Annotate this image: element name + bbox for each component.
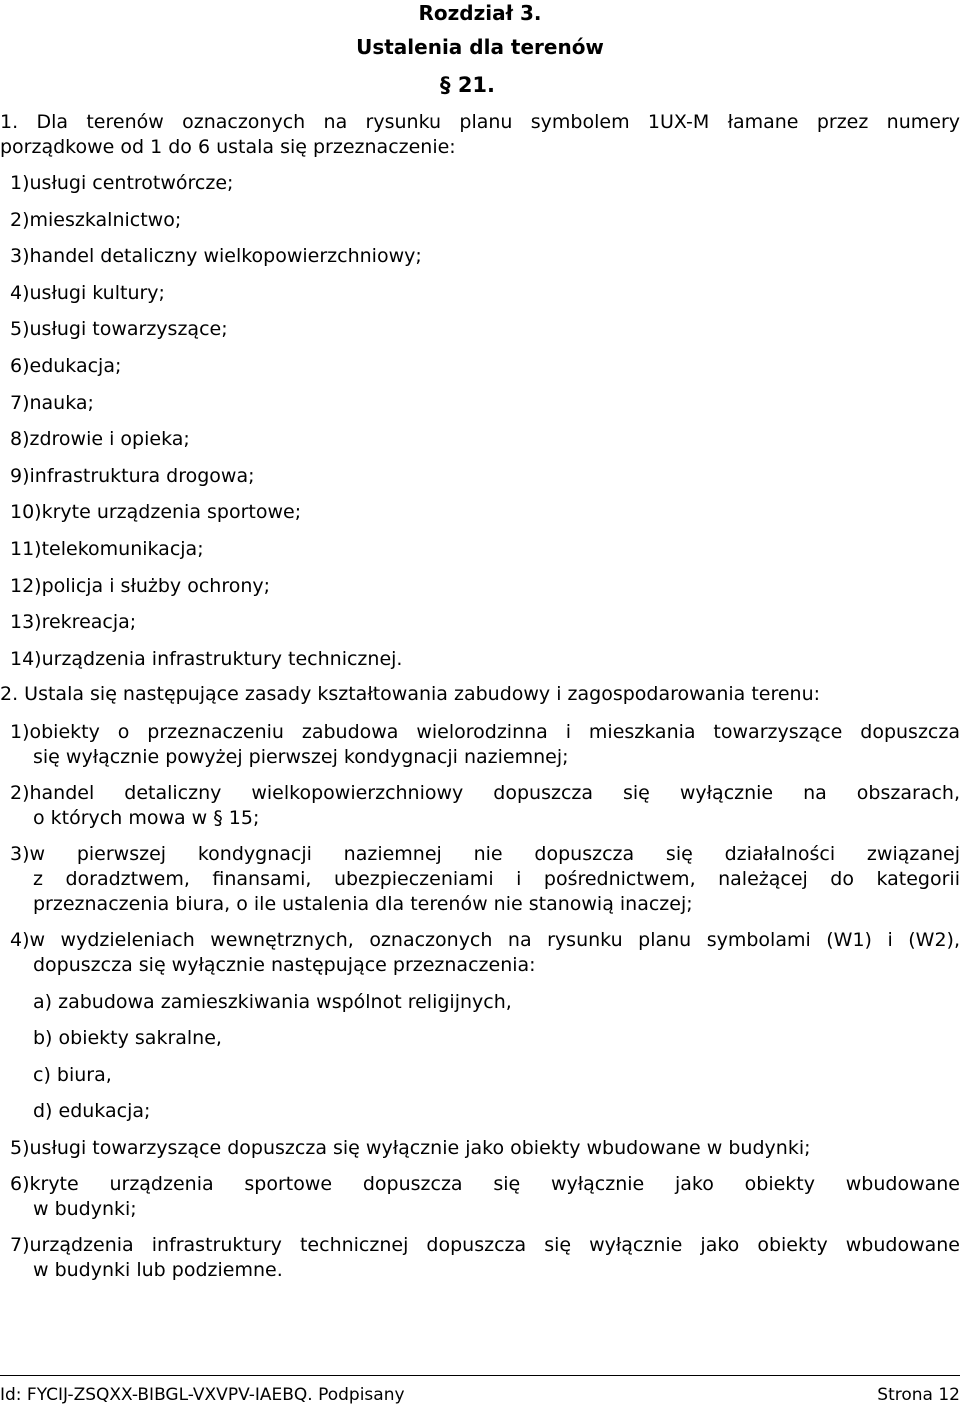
- rule-2-line1: 2)handel detaliczny wielkopowierzchniowy dopuszcza się wyłącznie na obszarach,: [10, 782, 960, 804]
- rule-3-line2: z doradztwem, finansami, ubezpieczeniami i pośrednictwem, należącej do kategorii: [33, 868, 960, 890]
- rule-4-sub-b: b) obiekty sakralne,: [33, 1027, 222, 1049]
- purpose-list-item: 14)urządzenia infrastruktury technicznej.: [10, 648, 403, 670]
- rule-4-line2: dopuszcza się wyłącznie następujące przeznaczenia:: [33, 954, 536, 976]
- chapter-heading: [350, 0, 610, 60]
- purpose-list-item: 3)handel detaliczny wielkopowierzchniowy;: [10, 245, 422, 267]
- rule-1-line2: się wyłącznie powyżej pierwszej kondygnacji naziemnej;: [33, 746, 569, 768]
- purpose-list-item: 6)edukacja;: [10, 355, 122, 377]
- purpose-list-item: 12)policja i służby ochrony;: [10, 575, 271, 597]
- rule-1-line1: 1)obiekty o przeznaczeniu zabudowa wielorodzinna i mieszkania towarzyszące dopuszcza: [10, 721, 960, 743]
- footer-rule: [0, 1375, 960, 1376]
- purpose-list-item: 5)usługi towarzyszące;: [10, 318, 228, 340]
- purpose-list-item: 8)zdrowie i opieka;: [10, 428, 190, 450]
- purpose-list-item: 13)rekreacja;: [10, 611, 137, 633]
- paragraph-number: [440, 73, 495, 97]
- chapter-number: Rozdział 3.: [418, 1, 542, 25]
- purpose-list-item: 7)nauka;: [10, 392, 94, 414]
- rule-6-line1: 6)kryte urządzenia sportowe dopuszcza się wyłącznie jako obiekty wbudowane: [10, 1173, 960, 1195]
- rule-7-line1: 7)urządzenia infrastruktury technicznej dopuszcza się wyłącznie jako obiekty wbudowane: [10, 1234, 960, 1256]
- purpose-list-item: 10)kryte urządzenia sportowe;: [10, 501, 302, 523]
- section2-intro: 2. Ustala się następujące zasady kształtowania zabudowy i zagospodarowania terenu:: [0, 683, 821, 705]
- purpose-list-item: 9)infrastruktura drogowa;: [10, 465, 255, 487]
- purpose-list-item: 2)mieszkalnictwo;: [10, 209, 182, 231]
- page-number: Strona 12: [877, 1385, 960, 1405]
- rule-4-sub-d: d) edukacja;: [33, 1100, 151, 1122]
- purpose-list-item: 11)telekomunikacja;: [10, 538, 204, 560]
- rule-4-line1: 4)w wydzieleniach wewnętrznych, oznaczonych na rysunku planu symbolami (W1) i (W2),: [10, 929, 960, 951]
- document-id: Id: FYCIJ-ZSQXX-BIBGL-VXVPV-IAEBQ. Podpisany: [0, 1385, 405, 1405]
- paragraph-number-text: 21.: [457, 73, 496, 97]
- rule-3-line1: 3)w pierwszej kondygnacji naziemnej nie dopuszcza się działalności związanej: [10, 843, 960, 865]
- rule-4-sub-c: c) biura,: [33, 1064, 112, 1086]
- rule-5: 5)usługi towarzyszące dopuszcza się wyłącznie jako obiekty wbudowane w budynki;: [10, 1137, 811, 1159]
- section1-line1: 1. Dla terenów oznaczonych na rysunku planu symbolem 1UX-M łamane przez numery: [0, 111, 960, 133]
- rule-4-sub-a: a) zabudowa zamieszkiwania wspólnot religijnych,: [33, 991, 512, 1013]
- section-sign: §: [440, 73, 451, 97]
- purpose-list-item: 1)usługi centrotwórcze;: [10, 172, 234, 194]
- rule-6-line2: w budynki;: [33, 1198, 137, 1220]
- rule-3-line3: przeznaczenia biura, o ile ustalenia dla terenów nie stanowią inaczej;: [33, 893, 693, 915]
- rule-7-line2: w budynki lub podziemne.: [33, 1259, 283, 1281]
- section1-line2: porządkowe od 1 do 6 ustala się przeznaczenie:: [0, 136, 456, 158]
- chapter-title: Ustalenia dla terenów: [356, 35, 604, 59]
- rule-2-line2: o których mowa w § 15;: [33, 807, 260, 829]
- purpose-list-item: 4)usługi kultury;: [10, 282, 165, 304]
